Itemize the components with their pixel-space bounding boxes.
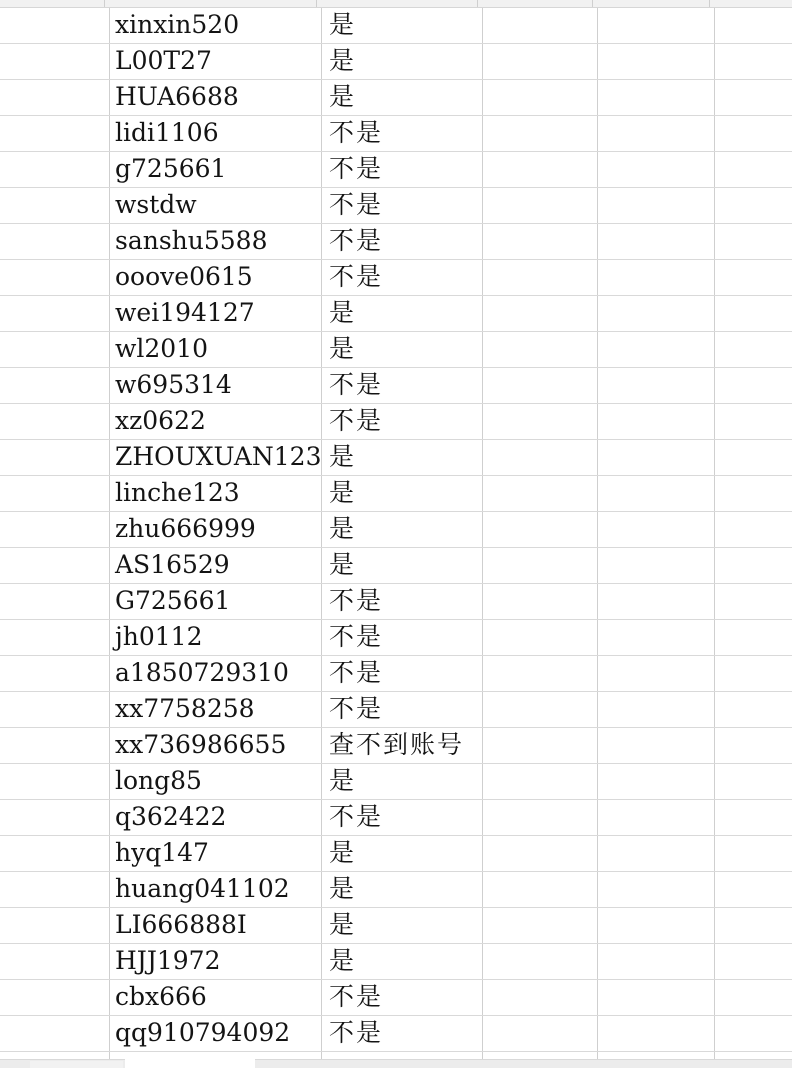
empty-cell[interactable]	[598, 44, 715, 79]
empty-cell[interactable]	[483, 872, 598, 907]
empty-cell[interactable]	[598, 152, 715, 187]
username-cell[interactable]: HJJ1972	[110, 944, 322, 979]
username-cell[interactable]: hyq147	[110, 836, 322, 871]
username-cell[interactable]: lidi1106	[110, 116, 322, 151]
empty-cell[interactable]	[598, 620, 715, 655]
empty-cell[interactable]	[483, 656, 598, 691]
empty-cell[interactable]	[0, 836, 110, 871]
status-cell[interactable]: 是	[322, 44, 483, 79]
empty-cell[interactable]	[715, 404, 792, 439]
status-cell[interactable]: 是	[322, 908, 483, 943]
username-cell[interactable]: xz0622	[110, 404, 322, 439]
username-cell[interactable]: g725661	[110, 152, 322, 187]
empty-cell[interactable]	[483, 80, 598, 115]
table-row	[0, 728, 792, 764]
username-cell[interactable]: xinxin520	[110, 8, 322, 43]
empty-cell[interactable]	[715, 980, 792, 1015]
username-cell[interactable]: ZHOUXUAN123	[110, 440, 322, 475]
empty-cell[interactable]	[715, 764, 792, 799]
table-row	[0, 872, 792, 908]
empty-cell[interactable]	[483, 1016, 598, 1051]
empty-cell[interactable]	[598, 512, 715, 547]
table-row	[0, 980, 792, 1016]
table-body	[0, 8, 792, 1052]
empty-cell[interactable]	[0, 512, 110, 547]
status-cell[interactable]: 不是	[322, 224, 483, 259]
empty-cell[interactable]	[715, 620, 792, 655]
table-row	[0, 224, 792, 260]
empty-cell[interactable]	[0, 188, 110, 223]
empty-cell[interactable]	[598, 1016, 715, 1051]
username-cell[interactable]: HUA6688	[110, 80, 322, 115]
status-cell[interactable]: 不是	[322, 656, 483, 691]
empty-cell[interactable]	[0, 1016, 110, 1051]
table-row	[0, 404, 792, 440]
status-cell[interactable]: 是	[322, 872, 483, 907]
status-cell[interactable]: 不是	[322, 980, 483, 1015]
status-cell[interactable]: 是	[322, 8, 483, 43]
empty-cell[interactable]	[598, 8, 715, 43]
empty-cell[interactable]	[598, 80, 715, 115]
status-cell[interactable]: 不是	[322, 584, 483, 619]
empty-cell[interactable]	[483, 836, 598, 871]
empty-cell[interactable]	[0, 116, 110, 151]
empty-cell[interactable]	[483, 692, 598, 727]
empty-cell[interactable]	[715, 908, 792, 943]
grid-line	[104, 0, 105, 7]
empty-cell[interactable]	[715, 584, 792, 619]
username-cell[interactable]: xx736986655	[110, 728, 322, 763]
empty-cell[interactable]	[598, 764, 715, 799]
empty-cell[interactable]	[483, 728, 598, 763]
status-cell[interactable]: 不是	[322, 260, 483, 295]
empty-cell[interactable]	[483, 44, 598, 79]
grid-line	[316, 0, 317, 7]
status-cell[interactable]: 是	[322, 332, 483, 367]
empty-cell[interactable]	[483, 332, 598, 367]
empty-cell[interactable]	[0, 296, 110, 331]
empty-cell[interactable]	[598, 800, 715, 835]
status-cell[interactable]: 查不到账号	[322, 728, 483, 763]
empty-cell[interactable]	[598, 116, 715, 151]
empty-cell[interactable]	[483, 512, 598, 547]
username-cell[interactable]: huang041102	[110, 872, 322, 907]
username-cell[interactable]: L00T27	[110, 44, 322, 79]
empty-cell[interactable]	[715, 296, 792, 331]
empty-cell[interactable]	[715, 692, 792, 727]
empty-cell[interactable]	[715, 1016, 792, 1051]
status-cell[interactable]: 不是	[322, 368, 483, 403]
empty-cell[interactable]	[0, 728, 110, 763]
empty-cell[interactable]	[598, 332, 715, 367]
username-cell[interactable]: zhu666999	[110, 512, 322, 547]
empty-cell[interactable]	[483, 620, 598, 655]
empty-cell[interactable]	[715, 44, 792, 79]
empty-cell[interactable]	[0, 908, 110, 943]
empty-cell[interactable]	[0, 980, 110, 1015]
empty-cell[interactable]	[715, 548, 792, 583]
table-row	[0, 584, 792, 620]
empty-cell[interactable]	[483, 260, 598, 295]
partial-row-top	[0, 0, 792, 8]
empty-cell[interactable]	[483, 440, 598, 475]
empty-cell[interactable]	[0, 764, 110, 799]
active-sheet-tab[interactable]	[125, 1059, 255, 1068]
status-cell[interactable]: 是	[322, 296, 483, 331]
empty-cell[interactable]	[715, 224, 792, 259]
status-cell[interactable]: 是	[322, 440, 483, 475]
empty-cell[interactable]	[715, 512, 792, 547]
empty-cell[interactable]	[483, 548, 598, 583]
empty-cell[interactable]	[483, 476, 598, 511]
empty-cell[interactable]	[715, 800, 792, 835]
empty-cell[interactable]	[715, 80, 792, 115]
empty-cell[interactable]	[0, 224, 110, 259]
table-row	[0, 908, 792, 944]
empty-cell[interactable]	[483, 368, 598, 403]
empty-cell[interactable]	[715, 8, 792, 43]
status-cell[interactable]: 是	[322, 476, 483, 511]
empty-cell[interactable]	[598, 584, 715, 619]
table-row	[0, 944, 792, 980]
username-cell[interactable]: AS16529	[110, 548, 322, 583]
empty-cell[interactable]	[715, 944, 792, 979]
status-cell[interactable]: 是	[322, 764, 483, 799]
empty-cell[interactable]	[598, 476, 715, 511]
empty-cell[interactable]	[598, 980, 715, 1015]
empty-cell[interactable]	[0, 368, 110, 403]
empty-cell[interactable]	[0, 800, 110, 835]
username-cell[interactable]: qq910794092	[110, 1016, 322, 1051]
status-cell[interactable]: 不是	[322, 1016, 483, 1051]
empty-cell[interactable]	[0, 584, 110, 619]
username-cell[interactable]: wei194127	[110, 296, 322, 331]
empty-cell[interactable]	[715, 656, 792, 691]
empty-cell[interactable]	[715, 116, 792, 151]
username-cell[interactable]: wstdw	[110, 188, 322, 223]
username-cell[interactable]: long85	[110, 764, 322, 799]
empty-cell[interactable]	[598, 728, 715, 763]
table-row	[0, 296, 792, 332]
username-cell[interactable]: cbx666	[110, 980, 322, 1015]
grid-line	[592, 0, 593, 7]
empty-cell[interactable]	[483, 764, 598, 799]
empty-cell[interactable]	[0, 332, 110, 367]
empty-cell[interactable]	[483, 584, 598, 619]
status-cell[interactable]: 不是	[322, 800, 483, 835]
empty-cell[interactable]	[0, 152, 110, 187]
empty-cell[interactable]	[0, 44, 110, 79]
empty-cell[interactable]	[483, 116, 598, 151]
empty-cell[interactable]	[598, 188, 715, 223]
empty-cell[interactable]	[0, 944, 110, 979]
grid-line	[709, 0, 710, 7]
table-row	[0, 620, 792, 656]
empty-cell[interactable]	[0, 440, 110, 475]
table-row	[0, 440, 792, 476]
empty-cell[interactable]	[483, 188, 598, 223]
grid-line	[477, 0, 478, 7]
empty-cell[interactable]	[598, 548, 715, 583]
empty-cell[interactable]	[0, 656, 110, 691]
table-row	[0, 656, 792, 692]
table-row	[0, 548, 792, 584]
username-cell[interactable]: ooove0615	[110, 260, 322, 295]
empty-cell[interactable]	[598, 944, 715, 979]
empty-cell[interactable]	[483, 224, 598, 259]
empty-cell[interactable]	[715, 728, 792, 763]
empty-cell[interactable]	[598, 224, 715, 259]
status-cell[interactable]: 不是	[322, 116, 483, 151]
username-cell[interactable]: jh0112	[110, 620, 322, 655]
empty-cell[interactable]	[715, 188, 792, 223]
empty-cell[interactable]	[483, 404, 598, 439]
empty-cell[interactable]	[598, 872, 715, 907]
empty-cell[interactable]	[0, 8, 110, 43]
empty-cell[interactable]	[0, 620, 110, 655]
status-cell[interactable]: 不是	[322, 404, 483, 439]
sheet-tab-bar	[0, 1059, 792, 1068]
empty-cell[interactable]	[0, 260, 110, 295]
empty-cell[interactable]	[483, 908, 598, 943]
status-cell[interactable]: 是	[322, 836, 483, 871]
empty-cell[interactable]	[0, 872, 110, 907]
status-cell[interactable]: 不是	[322, 188, 483, 223]
empty-cell[interactable]	[0, 80, 110, 115]
table-row	[0, 44, 792, 80]
status-cell[interactable]: 是	[322, 944, 483, 979]
empty-cell[interactable]	[483, 152, 598, 187]
empty-cell[interactable]	[0, 476, 110, 511]
username-cell[interactable]: LI666888I	[110, 908, 322, 943]
empty-cell[interactable]	[598, 656, 715, 691]
empty-cell[interactable]	[483, 296, 598, 331]
table-row	[0, 800, 792, 836]
empty-cell[interactable]	[0, 692, 110, 727]
status-cell[interactable]: 不是	[322, 620, 483, 655]
empty-cell[interactable]	[598, 368, 715, 403]
scroll-thumb[interactable]	[30, 1061, 123, 1068]
username-cell[interactable]: q362422	[110, 800, 322, 835]
empty-cell[interactable]	[0, 404, 110, 439]
table-row	[0, 368, 792, 404]
empty-cell[interactable]	[598, 692, 715, 727]
username-cell[interactable]: w695314	[110, 368, 322, 403]
table-row	[0, 692, 792, 728]
empty-cell[interactable]	[0, 548, 110, 583]
empty-cell[interactable]	[715, 152, 792, 187]
table-row	[0, 80, 792, 116]
status-cell[interactable]: 不是	[322, 692, 483, 727]
empty-cell[interactable]	[598, 440, 715, 475]
status-cell[interactable]: 是	[322, 512, 483, 547]
table-row	[0, 260, 792, 296]
username-cell[interactable]: wl2010	[110, 332, 322, 367]
empty-cell[interactable]	[598, 836, 715, 871]
empty-cell[interactable]	[598, 296, 715, 331]
table-row	[0, 512, 792, 548]
table-row	[0, 152, 792, 188]
empty-cell[interactable]	[598, 260, 715, 295]
status-cell[interactable]: 是	[322, 548, 483, 583]
table-row	[0, 188, 792, 224]
table-row	[0, 764, 792, 800]
table-row	[0, 476, 792, 512]
empty-cell[interactable]	[483, 8, 598, 43]
empty-cell[interactable]	[483, 980, 598, 1015]
table-row	[0, 836, 792, 872]
empty-cell[interactable]	[715, 260, 792, 295]
username-cell[interactable]: sanshu5588	[110, 224, 322, 259]
table-row	[0, 1016, 792, 1052]
username-cell[interactable]: xx7758258	[110, 692, 322, 727]
empty-cell[interactable]	[715, 476, 792, 511]
username-cell[interactable]: a1850729310	[110, 656, 322, 691]
empty-cell[interactable]	[483, 800, 598, 835]
status-cell[interactable]: 不是	[322, 152, 483, 187]
empty-cell[interactable]	[483, 944, 598, 979]
empty-cell[interactable]	[715, 440, 792, 475]
table-row	[0, 8, 792, 44]
table-row	[0, 332, 792, 368]
empty-cell[interactable]	[598, 404, 715, 439]
empty-cell[interactable]	[715, 368, 792, 403]
table-row	[0, 116, 792, 152]
empty-cell[interactable]	[598, 908, 715, 943]
username-cell[interactable]: linche123	[110, 476, 322, 511]
status-cell[interactable]: 是	[322, 80, 483, 115]
empty-cell[interactable]	[715, 332, 792, 367]
username-cell[interactable]: G725661	[110, 584, 322, 619]
empty-cell[interactable]	[715, 872, 792, 907]
empty-cell[interactable]	[715, 836, 792, 871]
